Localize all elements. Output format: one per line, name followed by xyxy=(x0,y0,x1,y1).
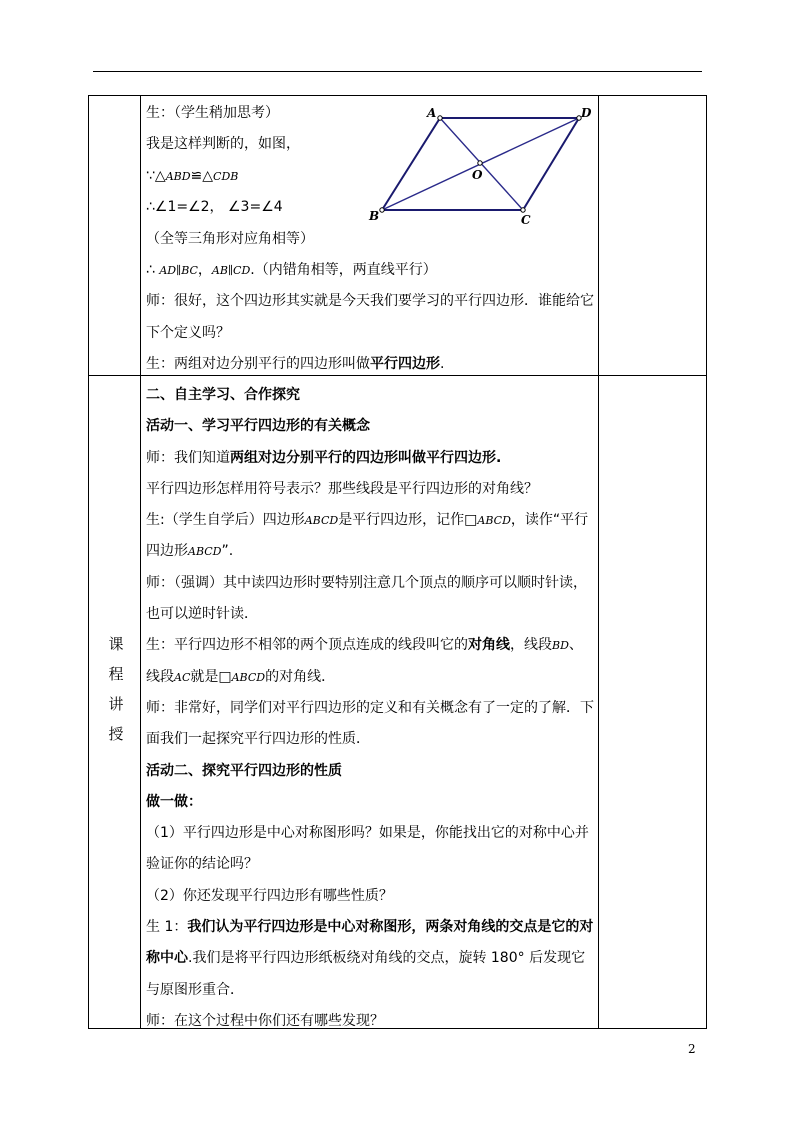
section-label-char: 讲 xyxy=(108,695,124,713)
question-line: （1）平行四边形是中心对称图形吗？如果是，你能找出它的对称中心并 xyxy=(146,825,589,842)
bold-term: 平行四边形 xyxy=(370,356,440,373)
math-text: CDB xyxy=(213,169,239,183)
table-col-divider-2 xyxy=(598,95,599,1029)
page-number: 2 xyxy=(688,1042,696,1056)
text-span: .（内错角相等，两直线平行） xyxy=(250,262,437,279)
text-span: 线段 xyxy=(146,668,174,685)
math-text: ABCD xyxy=(477,514,511,528)
definition-line xyxy=(146,349,596,380)
label-d: D xyxy=(581,106,592,120)
text-line: ∴∠1=∠2， ∠3=∠4 xyxy=(146,199,283,216)
text-span: 生：两组对边分别平行的四边形叫做 xyxy=(146,356,370,373)
question-line: （2）你还发现平行四边形有哪些性质？ xyxy=(146,887,393,904)
bold-term: 称中心 xyxy=(146,950,188,967)
text-span: ≌△ xyxy=(190,167,214,184)
try-it-heading: 做一做： xyxy=(146,793,202,810)
text-line xyxy=(146,630,596,661)
text-line xyxy=(146,662,596,693)
activity-heading: 活动二、探究平行四边形的性质 xyxy=(146,762,342,779)
math-text: AC xyxy=(174,670,191,684)
text-span: 生:（学生自学后）四边形 xyxy=(146,512,305,529)
text-line: 师：（强调）其中读四边形时要特别注意几个顶点的顺序可以顺时针读， xyxy=(146,574,587,591)
label-c: C xyxy=(521,213,531,227)
text-span: 就是□ xyxy=(190,668,232,685)
text-line xyxy=(146,536,596,567)
text-line: 与原图形重合． xyxy=(146,981,244,998)
text-span: ，线段 xyxy=(510,637,552,654)
text-span: ∴ xyxy=(146,262,160,279)
text-line: 平行四边形怎样用符号表示？那些线段是平行四边形的对角线？ xyxy=(146,480,538,497)
text-span: . xyxy=(440,356,445,373)
text-line: 我是这样判断的，如图， xyxy=(146,136,300,153)
text-line xyxy=(146,505,596,536)
label-a: A xyxy=(427,106,437,120)
bold-term: 我们认为平行四边形是中心对称图形，两条对角线的交点是它的对 xyxy=(187,919,594,936)
section-label-char: 程 xyxy=(108,665,124,683)
text-line: 生：（学生稍加思考） xyxy=(146,105,279,121)
text-span: 、 xyxy=(568,637,583,654)
text-line: 下个定义吗？ xyxy=(146,324,230,341)
bold-term: 对角线 xyxy=(468,637,510,654)
label-b: B xyxy=(369,209,380,223)
text-span: 的对角线． xyxy=(265,668,336,685)
math-text: ABD xyxy=(165,169,191,183)
math-text: AD∥BC xyxy=(159,264,198,278)
text-span: .我们是将平行四边形纸板绕对角线的交点，旋转 180° 后发现它 xyxy=(188,950,586,967)
text-line: 面我们一起探究平行四边形的性质． xyxy=(146,731,370,748)
discussion-cell xyxy=(146,98,596,381)
text-span: ∵△ xyxy=(146,167,166,184)
section-label-char: 授 xyxy=(108,725,124,743)
congruence-line xyxy=(146,161,596,192)
text-line: 师：非常好，同学们对平行四边形的定义和有关概念有了一定的了解．下 xyxy=(146,699,594,716)
section-label xyxy=(104,629,128,749)
text-span: ， xyxy=(197,262,212,279)
text-line: （全等三角形对应角相等） xyxy=(146,230,314,247)
text-span: ”. xyxy=(221,543,234,560)
math-text: AB∥CD xyxy=(211,264,251,278)
table-border-right xyxy=(706,95,707,1029)
text-line xyxy=(146,912,596,943)
text-line: 也可以逆时针读． xyxy=(146,606,258,623)
text-span: ，读作“平行 xyxy=(510,512,589,529)
table-border-left xyxy=(88,95,89,1029)
math-text: BD xyxy=(552,639,569,653)
math-text: ABCD xyxy=(188,545,222,559)
parallel-conclusion-line xyxy=(146,255,596,286)
text-span: 师：我们知道 xyxy=(146,449,230,466)
activity-heading: 活动一、学习平行四边形的有关概念 xyxy=(146,418,370,435)
text-line: 师：很好，这个四边形其实就是今天我们要学习的平行四边形．谁能给它 xyxy=(146,293,594,310)
text-span: 生：平行四边形不相邻的两个顶点连成的线段叫它的 xyxy=(146,637,468,654)
section-heading: 二、自主学习、合作探究 xyxy=(146,387,300,403)
text-line xyxy=(146,443,596,474)
text-span: 生 1： xyxy=(146,919,188,936)
text-line xyxy=(146,943,596,974)
section-label-char: 课 xyxy=(108,635,124,653)
table-col-divider-1 xyxy=(140,95,141,1029)
header-rule xyxy=(93,71,702,72)
text-span: 四边形 xyxy=(146,543,188,560)
table-border-top xyxy=(88,95,707,96)
text-span: 是平行四边形，记作□ xyxy=(338,512,478,529)
label-o: O xyxy=(472,168,483,182)
lecture-cell xyxy=(146,380,596,1037)
question-line: 验证你的结论吗？ xyxy=(146,856,258,873)
bold-term: 两组对边分别平行的四边形叫做平行四边形. xyxy=(230,449,502,466)
math-text: ABCD xyxy=(304,514,339,528)
math-text: ABCD xyxy=(231,670,266,684)
text-line: 师：在这个过程中你们还有哪些发现？ xyxy=(146,1012,384,1029)
